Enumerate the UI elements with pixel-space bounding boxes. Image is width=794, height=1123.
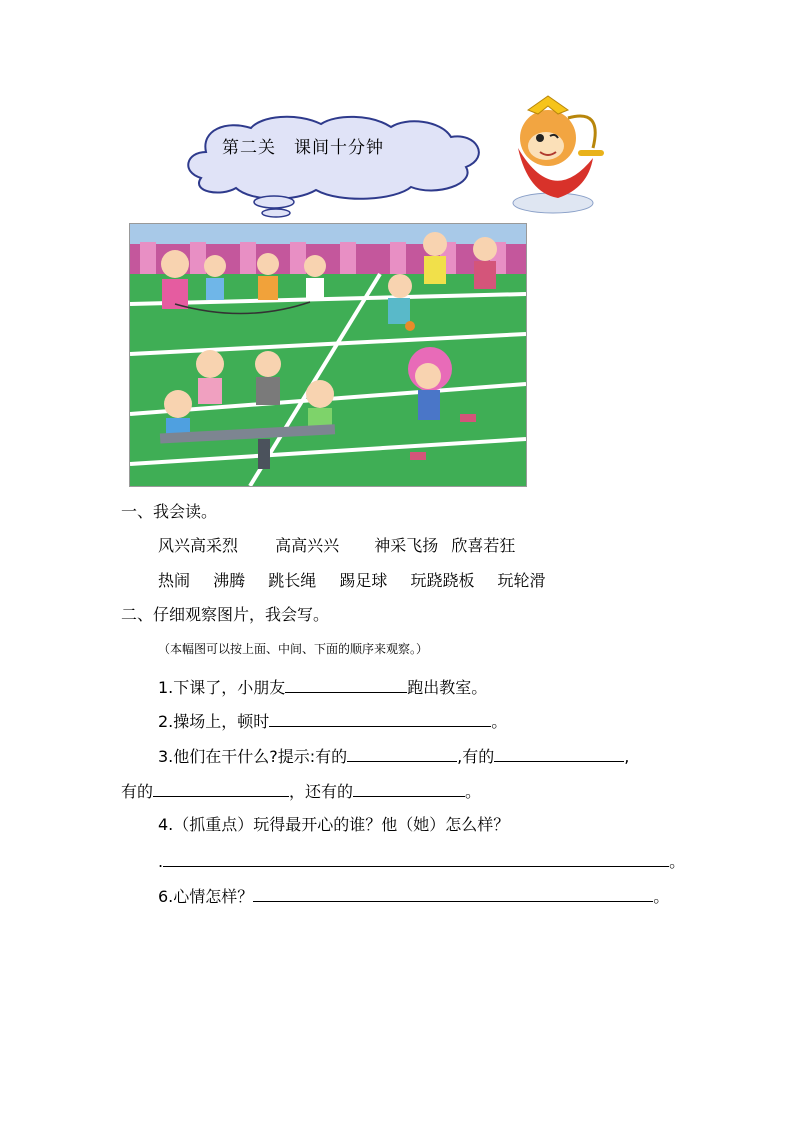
answer-blank[interactable]	[347, 745, 457, 762]
question-4-answer-line: . 。	[158, 852, 686, 871]
question-2: 2.操场上，顿时 。	[158, 712, 508, 731]
word-item: 跳长绳	[268, 571, 317, 590]
section-2-heading: 二、仔细观察图片，我会写。	[121, 605, 330, 624]
word-item: 热闹	[158, 571, 191, 590]
word-row-1	[158, 536, 515, 556]
answer-blank[interactable]	[153, 780, 289, 797]
thought-cloud-icon	[166, 112, 496, 222]
question-3: 3.他们在干什么?提示:有的 ,有的 ,	[158, 747, 630, 766]
word-item: 高高兴兴	[275, 536, 340, 555]
answer-blank[interactable]	[494, 745, 624, 762]
question-1: 1.下课了，小朋友 跑出教室。	[158, 678, 488, 697]
answer-blank[interactable]	[353, 780, 465, 797]
answer-blank[interactable]	[163, 850, 669, 867]
word-item: 玩轮滑	[497, 571, 546, 590]
section-1-heading: 一、我会读。	[121, 502, 218, 521]
question-6: 6.心情怎样？ 。	[158, 887, 670, 906]
page-title: 第二关 课间十分钟	[222, 138, 384, 158]
word-row-2	[158, 571, 546, 591]
word-item: 玩跷跷板	[410, 571, 475, 590]
monkey-king-icon	[498, 88, 608, 218]
answer-blank[interactable]	[269, 710, 491, 727]
word-item: 踢足球	[339, 571, 388, 590]
word-item: 神采飞扬	[374, 536, 439, 555]
answer-blank[interactable]	[253, 885, 653, 902]
question-3-continued: 有的 ，还有的 。	[121, 782, 482, 801]
playground-illustration	[129, 223, 527, 487]
word-item: 沸腾	[213, 571, 246, 590]
word-item: 欣喜若狂	[451, 536, 516, 555]
word-item: 风兴高采烈	[158, 536, 239, 555]
observation-note: （本幅图可以按上面、中间、下面的顺序来观察。）	[158, 642, 429, 656]
question-4: 4.（抓重点）玩得最开心的谁？他（她）怎么样？	[158, 815, 510, 834]
answer-blank[interactable]	[285, 676, 407, 693]
